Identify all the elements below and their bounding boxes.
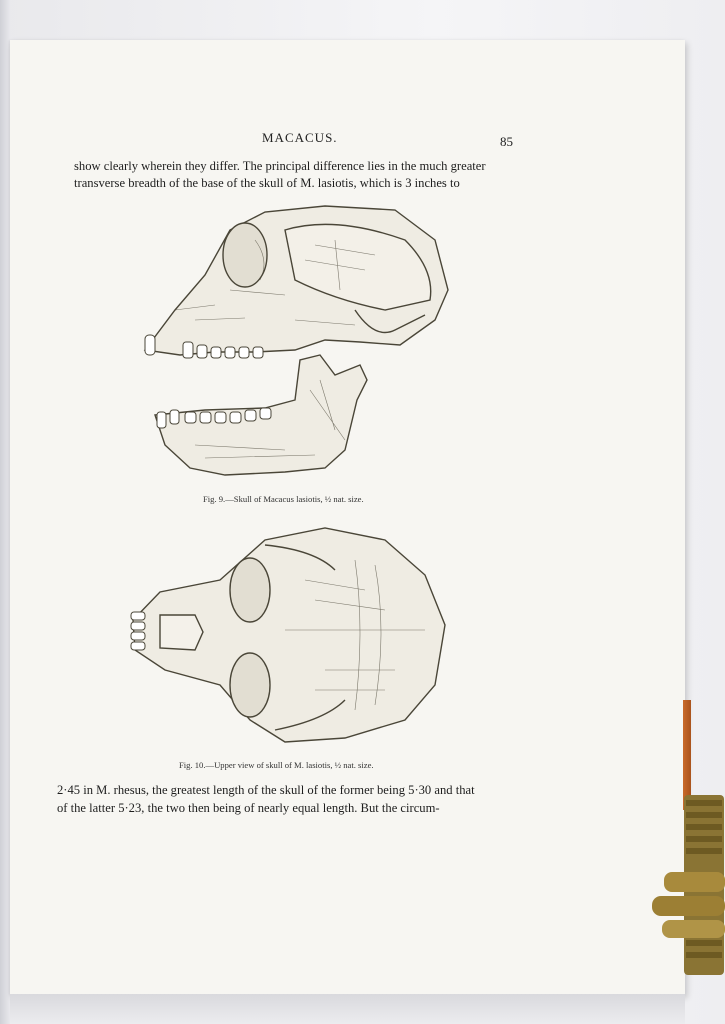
page-edge: [10, 994, 685, 1024]
body-text-line: of the latter 5·23, the two then being of nearly equal length. But the circum-: [57, 801, 440, 815]
body-text-line: transverse breadth of the base of the skull of M. lasiotis, which is 3 inches to: [74, 176, 460, 190]
page-number: 85: [500, 134, 513, 149]
skull-top-view-illustration: [125, 520, 455, 755]
body-text-line: show clearly wherein they differ. The principal difference lies in the much greater: [74, 159, 486, 173]
skull-lateral-illustration: [135, 200, 455, 485]
running-title: MACACUS.: [262, 130, 338, 145]
figure-9-caption: Fig. 9.—Skull of Macacus lasiotis, ½ nat. size.: [203, 494, 364, 504]
figure-10-caption: Fig. 10.—Upper view of skull of M. lasiotis, ½ nat. size.: [179, 760, 374, 770]
body-text-line: 2·45 in M. rhesus, the greatest length of the skull of the former being 5·30 and that: [57, 783, 475, 797]
brass-clip-icon: [650, 790, 725, 980]
book-spine-edge: [0, 0, 10, 1024]
